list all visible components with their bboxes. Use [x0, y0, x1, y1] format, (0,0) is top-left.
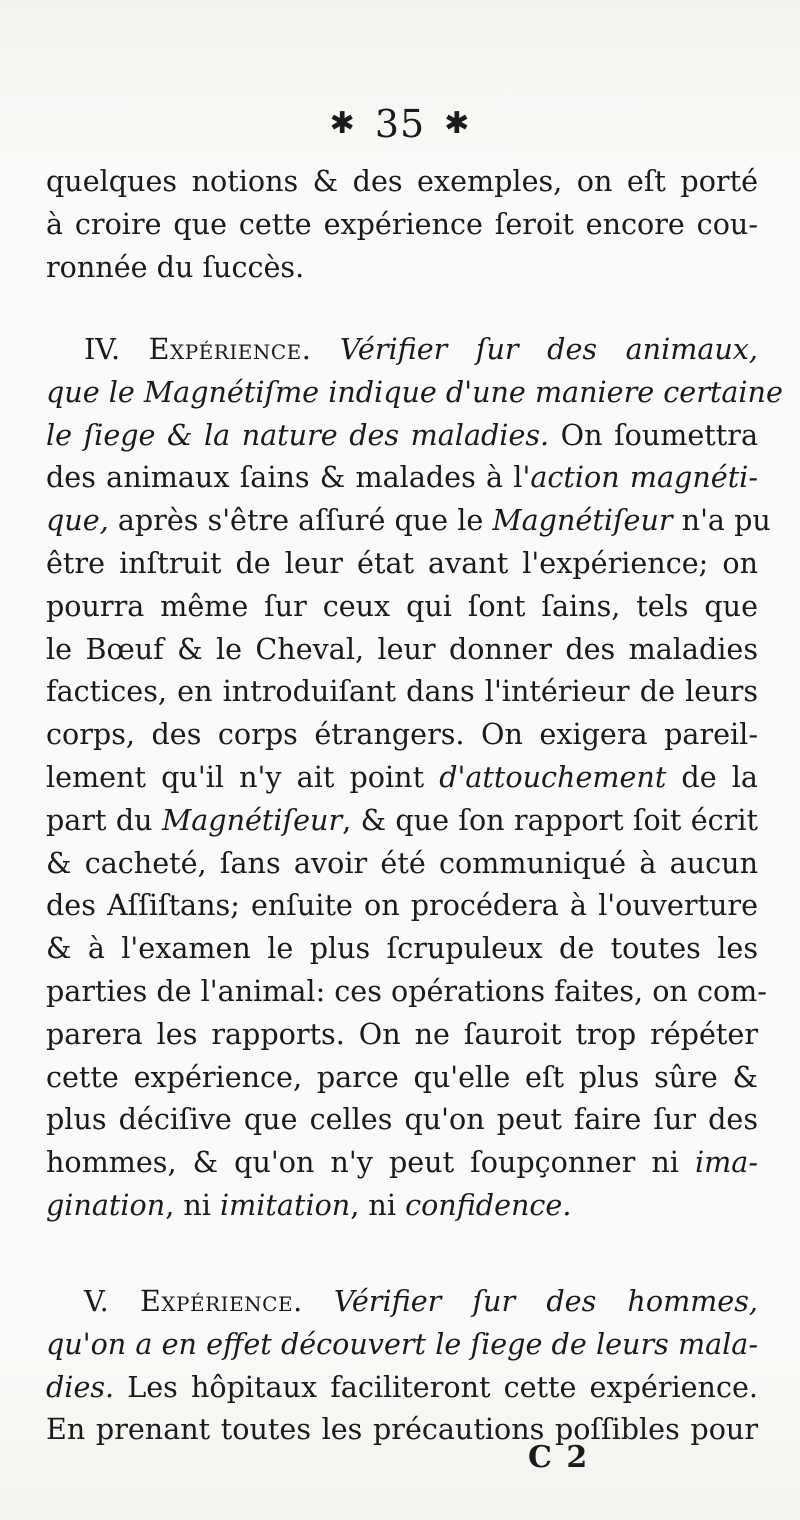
text-line [46, 1366, 758, 1409]
text-line [46, 1141, 758, 1184]
text-run: , ni [350, 1187, 406, 1222]
section-heading: Expérience. [148, 332, 312, 366]
italic-run: imitation [220, 1187, 351, 1222]
text-run: après s'être aſſuré que le [108, 503, 493, 538]
page-number: 35 [374, 101, 426, 146]
paragraph-experience-iv [46, 328, 783, 1227]
text-line [46, 670, 758, 713]
text-line [46, 1056, 758, 1099]
text-line [46, 756, 758, 799]
text-run: être inſtruit de leur état avant l'expérience; on [46, 545, 758, 580]
text-run: Les hôpitaux faciliteront cette expérience. [114, 1369, 758, 1404]
italic-run: confidence. [405, 1187, 572, 1222]
text-run: lement qu'il n'y ait point [46, 759, 440, 794]
text-run: & à l'examen le plus ſcrupuleux de toutes les [46, 931, 758, 966]
text-run: corps, des corps étrangers. On exigera pareil- [46, 717, 758, 752]
text-line [46, 542, 758, 585]
text-run: , ni [165, 1187, 221, 1222]
italic-run: dies. [46, 1369, 115, 1404]
italic-run: qu'on a en effet découvert le ſiege de leurs mala- [46, 1326, 758, 1361]
paragraph-experience-v [46, 1280, 758, 1451]
text-line [46, 1098, 758, 1141]
text-run: & cacheté, ſans avoir été communiqué à aucun [46, 845, 758, 880]
text-line [46, 456, 758, 499]
italic-run: Vérifier ſur des animaux, [339, 332, 759, 366]
italic-run: gination [46, 1187, 166, 1222]
text-line: quelques notions & des exemples, on eſt porté [46, 164, 758, 198]
text-run: parties de l'animal: ces opérations faites, on com- [46, 973, 767, 1008]
section-heading: Expérience. [139, 1284, 303, 1318]
text-line [46, 371, 783, 414]
text-run: parera les rapports. On ne ſauroit trop répéter [46, 1016, 758, 1051]
italic-run: d'attouchement [439, 759, 667, 794]
text-run: En prenant toutes les précautions poſſibles pour [46, 1412, 758, 1447]
text-line [46, 1323, 758, 1366]
text-line: ronnée du ſuccès. [46, 249, 305, 284]
text-line [46, 842, 758, 885]
paragraph-continuation [46, 160, 758, 288]
italic-run: Magnétiſeur [492, 503, 673, 538]
text-line [46, 927, 758, 970]
text-line [46, 713, 758, 756]
text-run: de la [666, 759, 758, 794]
text-line [46, 328, 758, 371]
text-line [46, 499, 771, 542]
italic-run: Magnétiſeur [161, 802, 343, 837]
text-run: des animaux ſains & malades à l' [46, 460, 531, 495]
text-run: cette expérience, parce qu'elle eſt plus sûre & [46, 1059, 758, 1094]
text-run: n'a pu [672, 503, 771, 538]
section-numeral: IV. [84, 332, 149, 366]
text-line [46, 970, 767, 1013]
italic-run: que le Magnétiſme indique d'une maniere certaine [46, 374, 783, 409]
text-run: On ſoumettra [549, 417, 759, 452]
text-line: à croire que cette expérience ſeroit encore cou- [46, 206, 758, 241]
text-run: pourra même ſur ceux qui ſont ſains, tels que [46, 588, 758, 623]
italic-run: action magnéti- [530, 460, 758, 495]
italic-run: le ſiege & la nature des maladies. [46, 417, 550, 452]
text-line [46, 799, 758, 842]
text-run: des Aſſiſtans; enſuite on procédera à l'ouverture [46, 888, 758, 923]
ornament-left-icon: ✱ [329, 106, 356, 141]
text-line [46, 1280, 758, 1323]
text-run: part du [46, 802, 162, 837]
text-run: hommes, & qu'on n'y peut ſoupçonner ni [46, 1145, 696, 1180]
text-run: factices, en introduiſant dans l'intérieur de leurs [46, 674, 758, 709]
italic-run: ima- [695, 1145, 758, 1180]
signature-mark: C 2 [528, 1440, 590, 1475]
page-header [0, 98, 800, 146]
text-line [46, 414, 758, 457]
text-run: , & que ſon rapport ſoit écrit [342, 802, 758, 837]
italic-run: Vérifier ſur des hommes, [333, 1284, 758, 1318]
text-line [46, 884, 758, 927]
text-run: le Bœuf & le Cheval, leur donner des maladies [46, 631, 758, 666]
italic-run: que, [46, 503, 109, 538]
text-line [46, 1184, 758, 1227]
text-line [46, 1408, 758, 1451]
section-numeral: V. [84, 1284, 140, 1318]
ornament-right-icon: ✱ [444, 106, 471, 141]
text-line [46, 628, 758, 671]
text-line [46, 585, 758, 628]
text-run: plus déciſive que celles qu'on peut faire ſur des [46, 1102, 758, 1137]
text-line [46, 1013, 758, 1056]
